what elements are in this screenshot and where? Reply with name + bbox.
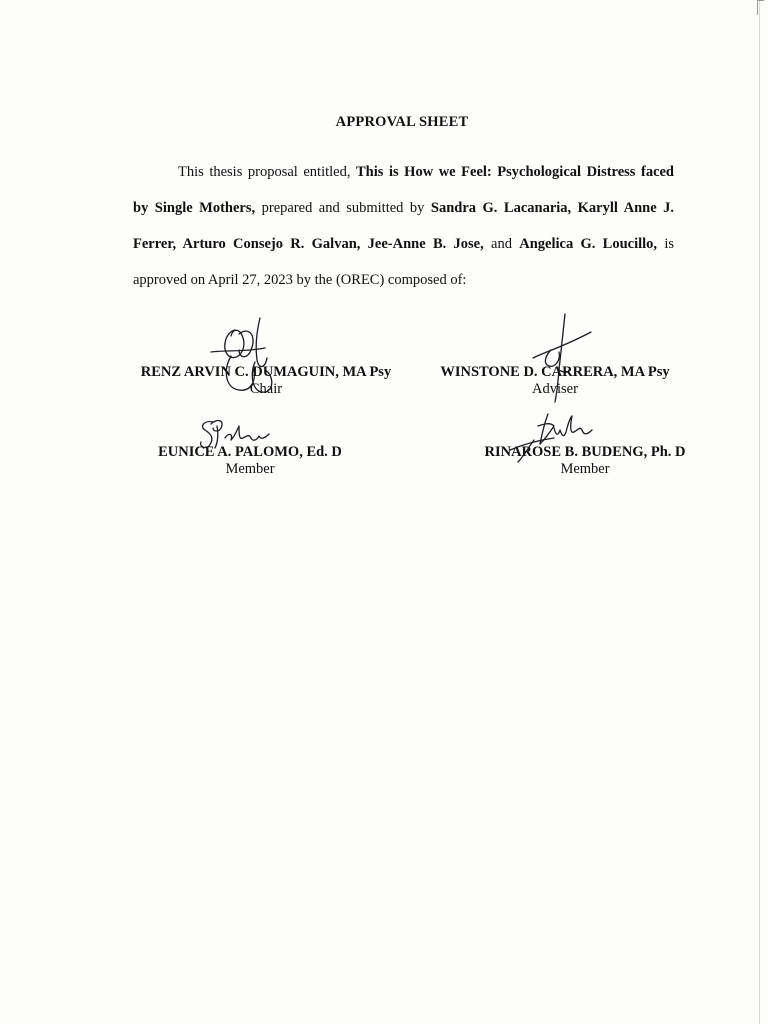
- signatory-role: Adviser: [532, 381, 578, 397]
- paragraph-line-2: [133, 196, 674, 232]
- signatory-adviser: [425, 364, 685, 398]
- text-run: is: [657, 236, 674, 252]
- signatory-chair: [126, 364, 406, 398]
- bold-text-run: This is How we Feel: Psychological Distress faced: [356, 164, 674, 180]
- bold-text-run: Ferrer, Arturo Consejo R. Galvan, Jee-Anne B. Jose,: [133, 236, 484, 252]
- scan-edge-line: [759, 0, 760, 1024]
- text-run: prepared and submitted by: [255, 200, 431, 216]
- text-run: This thesis proposal entitled,: [178, 164, 357, 180]
- paragraph-line-4: [133, 268, 674, 304]
- signatory-role: Chair: [249, 381, 283, 397]
- signatory-role: Member: [560, 461, 610, 477]
- text-run: and: [483, 236, 520, 252]
- bold-text-run: by Single Mothers,: [133, 200, 256, 216]
- signatory-member-2: [455, 444, 715, 478]
- approval-paragraph: [133, 160, 674, 304]
- signatory-member-1: [120, 444, 380, 478]
- signatory-name: RENZ ARVIN C. DUMAGUIN, MA Psy: [140, 364, 392, 380]
- document-title: APPROVAL SHEET: [335, 114, 469, 130]
- paragraph-line-1: [133, 160, 674, 196]
- text-run: approved on April 27, 2023 by the (OREC) composed of:: [133, 272, 467, 288]
- signatory-name: WINSTONE D. CARRERA, MA Psy: [440, 364, 670, 380]
- signatory-name: RINAROSE B. BUDENG, Ph. D: [484, 444, 686, 460]
- bold-text-run: Angelica G. Loucillo,: [519, 236, 658, 252]
- scan-edge-mark: [757, 0, 764, 15]
- bold-text-run: Sandra G. Lacanaria, Karyll Anne J.: [430, 200, 674, 216]
- signatory-role: Member: [225, 461, 275, 477]
- signatory-name: EUNICE A. PALOMO, Ed. D: [158, 444, 342, 460]
- paragraph-line-3: [133, 232, 674, 268]
